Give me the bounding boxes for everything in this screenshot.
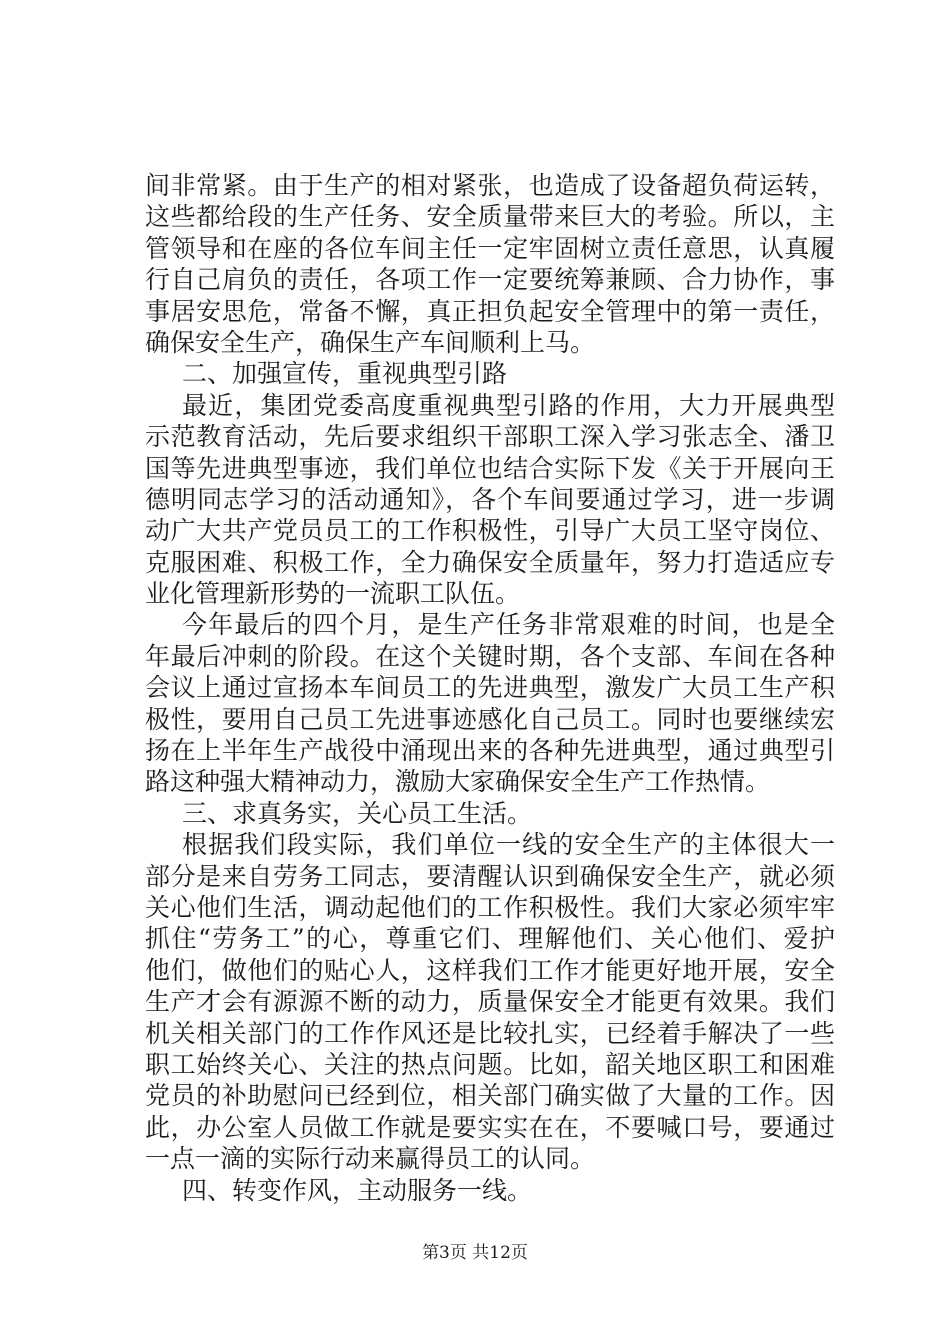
document-body (145, 170, 835, 1206)
text-line: 生产才会有源源不断的动力，质量保安全才能更有效果。我们 (145, 987, 835, 1017)
text-line: 最近，集团党委高度重视典型引路的作用，大力开展典型 (182, 390, 835, 420)
text-line: 根据我们段实际，我们单位一线的安全生产的主体很大一 (182, 830, 835, 860)
text-line: 会议上通过宣扬本车间员工的先进典型，激发广大员工生产积 (145, 673, 835, 703)
text-line: 路这种强大精神动力，激励大家确保安全生产工作热情。 (145, 767, 771, 797)
text-line: 党员的补助慰问已经到位，相关部门确实做了大量的工作。因 (145, 1081, 835, 1111)
section-heading: 二、加强宣传，重视典型引路 (182, 359, 508, 389)
text-line: 管领导和在座的各位车间主任一定牢固树立责任意思，认真履 (145, 233, 835, 263)
text-line: 此，办公室人员做工作就是要实实在在，不要喊口号，要通过 (145, 1112, 835, 1142)
text-line: 克服困难、积极工作，全力确保安全质量年，努力打造适应专 (145, 547, 835, 577)
text-line: 职工始终关心、关注的热点问题。比如，韶关地区职工和困难 (145, 1049, 835, 1079)
text-line: 这些都给段的生产任务、安全质量带来巨大的考验。所以，主 (145, 202, 835, 232)
text-line: 今年最后的四个月，是生产任务非常艰难的时间，也是全 (182, 610, 835, 640)
text-line: 他们，做他们的贴心人，这样我们工作才能更好地开展，安全 (145, 955, 835, 985)
text-line: 国等先进典型事迹，我们单位也结合实际下发《关于开展向王 (145, 453, 835, 483)
text-line: 确保安全生产，确保生产车间顺利上马。 (145, 327, 596, 357)
text-line: 动广大共产党员员工的工作积极性，引导广大员工坚守岗位、 (145, 516, 835, 546)
text-line: 间非常紧。由于生产的相对紧张，也造成了设备超负荷运转， (145, 171, 835, 200)
section-heading: 四、转变作风，主动服务一线。 (182, 1175, 533, 1205)
text-line: 示范教育活动，先后要求组织干部职工深入学习张志全、潘卫 (145, 422, 835, 452)
text-line: 行自己肩负的责任，各项工作一定要统筹兼顾、合力协作，事 (145, 265, 835, 295)
page-number-footer: 第3页 共12页 (422, 1243, 528, 1263)
section-heading: 三、求真务实，关心员工生活。 (182, 798, 533, 828)
text-line: 德明同志学习的活动通知》，各个车间要通过学习，进一步调 (145, 484, 835, 514)
text-line: 关心他们生活，调动起他们的工作积极性。我们大家必须牢牢 (145, 892, 835, 922)
text-line: 年最后冲刺的阶段。在这个关键时期，各个支部、车间在各种 (145, 641, 835, 671)
text-line: 极性，要用自己员工先进事迹感化自己员工。同时也要继续宏 (145, 704, 835, 734)
text-line: 事居安思危，常备不懈，真正担负起安全管理中的第一责任， (145, 296, 835, 326)
text-line: 机关相关部门的工作作风还是比较扎实，已经着手解决了一些 (145, 1018, 835, 1048)
text-line: 扬在上半年生产战役中涌现出来的各种先进典型，通过典型引 (145, 736, 835, 766)
text-line: 业化管理新形势的一流职工队伍。 (145, 579, 521, 609)
text-line: 一点一滴的实际行动来赢得员工的认同。 (145, 1144, 596, 1174)
text-line: 部分是来自劳务工同志，要清醒认识到确保安全生产，就必须 (145, 861, 835, 891)
text-line: 抓住“劳务工”的心，尊重它们、理解他们、关心他们、爱护 (145, 924, 835, 954)
